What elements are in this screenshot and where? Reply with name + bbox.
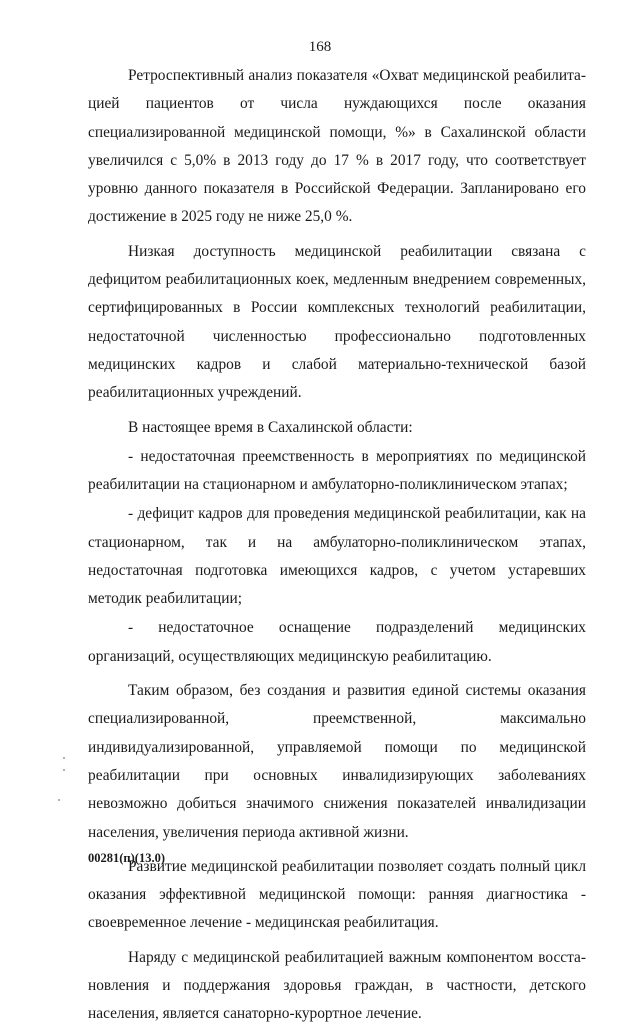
page-number: 168 [308,39,332,55]
paragraph-low-accessibility: Низкая доступность медицинской реабилитации связана с дефицитом реабилитационных коек, медленным внедрением современных, сертифицированных в России комплексных технологий реабилитации, недостаточной численностью профессионально подготовленных медицинских кадров и слабой материально-технической базой реабилитационных учреждений. [88,242,586,402]
scan-speck [63,757,65,759]
paragraph-conclusion: Таким образом, без создания и развития единой системы оказания специализированной, преемственной, максимально индивидуализированной, управляемой помощи по медицинской реабилитации при основных инвалидизирующих заболеваниях невозможно добиться значимого снижения показателей инвалидизации населения, увеличения периода активной жизни. [88,682,586,841]
paragraph-development: Развитие медицинской реабилитации позволяет создать полный цикл оказания эффективной медицинской помощи: ранняя диагностика - своевременное лечение - медицинская реабилитация. [88,857,586,932]
body-text [88,62,586,1030]
list-item-equipment: - недостаточное оснащение подразделений медицинских организаций, осуществляющих медицинскую реабилитацию. [88,619,586,665]
paragraph-sanatorium: Наряду с медицинской реабилитацией важным компонентом восстановления и поддержания здоровья граждан, в частности, детского населения, является санаторно-курортное лечение. [88,948,586,1023]
paragraph-rehab-coverage: Ретроспективный анализ показателя «Охват медицинской реабилитацией пациентов от числа нуждающихся после оказания специализированной медицинской помощи, %» в Сахалинской области увеличился с 5,0% в 2013 году до 17 % в 2017 году, что соответствует уровню данного показателя в Российской Федерации. Запланировано его достижение в 2025 году не ниже 25,0 %. [88,67,586,226]
list-item-continuity: - недостаточная преемственность в мероприятиях по медицинской реабилитации на стационарном и амбулаторно-поликлиническом этапах; [88,447,586,494]
document-code: 00281(п)(13.0) [88,851,165,865]
list-item-staff-shortage: - дефицит кадров для проведения медицинской реабилитации, как на стационарном, так и на амбулаторно-поликлиническом этапах, недостаточная подготовка имеющихся кадров, с учетом устаревших методик реабилитации; [88,505,586,608]
scan-speck [63,769,65,771]
scan-speck [58,799,60,801]
paragraph-current-situation: В настоящее время в Сахалинской области: [128,418,413,436]
